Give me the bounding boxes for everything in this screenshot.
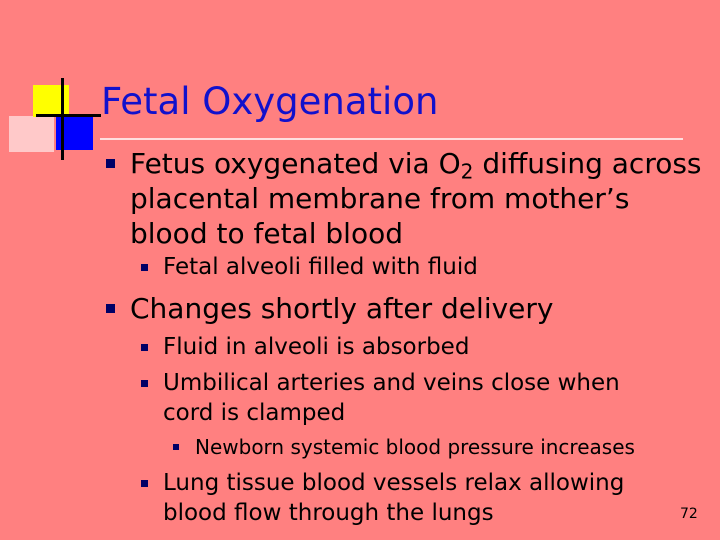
bullet-line: Lung tissue blood vessels relax allowing xyxy=(163,470,625,496)
bullet-line: Fetal alveoli filled with fluid xyxy=(163,254,478,280)
bullet-line: blood flow through the lungs xyxy=(163,500,494,526)
bullet-marker xyxy=(106,159,115,168)
bullet-line: cord is clamped xyxy=(163,400,346,426)
bullet-marker xyxy=(141,380,148,387)
bullet-line: Fluid in alveoli is absorbed xyxy=(163,334,470,360)
bullet-line: blood to fetal blood xyxy=(130,217,403,250)
subscript: 2 xyxy=(460,159,474,184)
bullet-marker xyxy=(141,264,148,271)
title-underline xyxy=(100,138,683,140)
bullet-line: Newborn systemic blood pressure increases xyxy=(195,435,635,459)
bullet-text: Fetus oxygenated via O xyxy=(130,147,461,180)
bullet-line xyxy=(130,146,702,184)
bullet-marker xyxy=(141,344,148,351)
logo-horizontal-line xyxy=(36,114,101,117)
bullet-marker xyxy=(141,480,148,487)
bullet-marker xyxy=(173,444,179,450)
bullet-line: placental membrane from mother’s xyxy=(130,182,630,215)
bullet-text: diffusing across xyxy=(473,147,702,180)
bullet-marker xyxy=(106,304,115,313)
slide-title: Fetal Oxygenation xyxy=(101,80,439,123)
logo-vertical-line xyxy=(61,78,64,160)
logo-block-light xyxy=(9,116,54,152)
page-number: 72 xyxy=(680,506,698,522)
bullet-line: Umbilical arteries and veins close when xyxy=(163,370,620,396)
bullet-line: Changes shortly after delivery xyxy=(130,292,554,325)
